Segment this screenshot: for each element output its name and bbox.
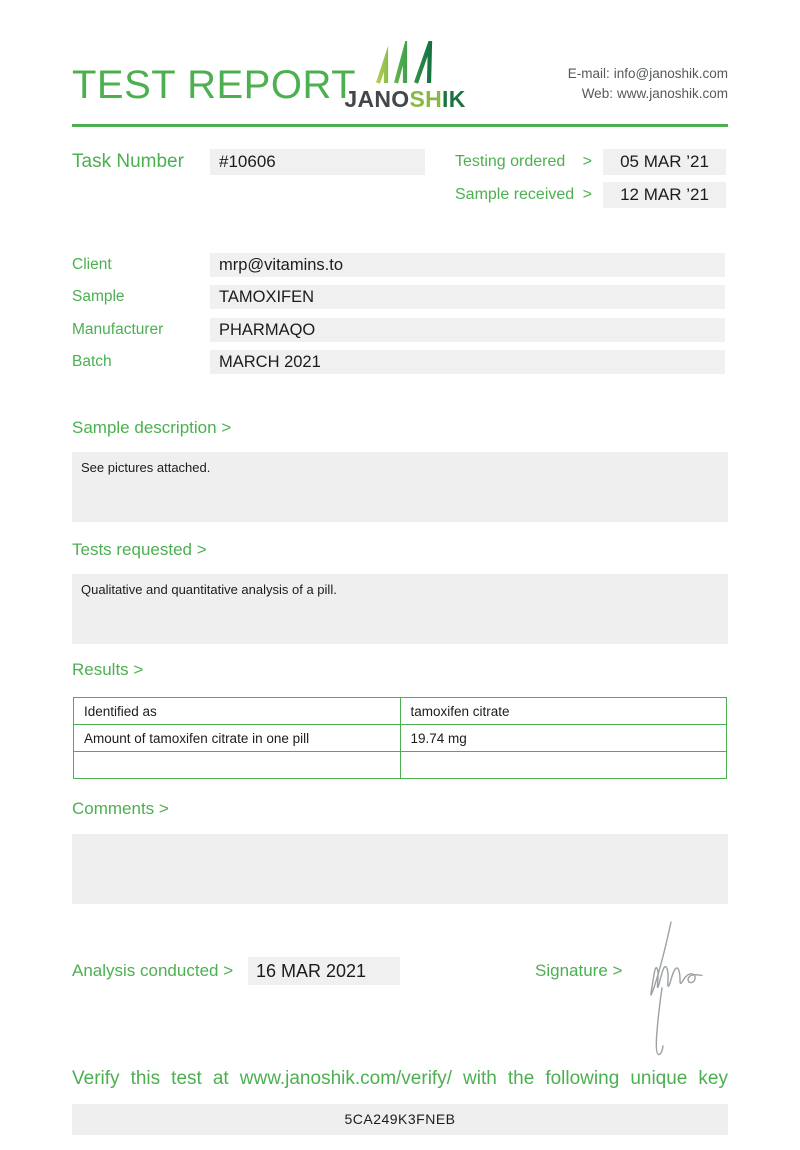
result-cell-amount-value: 19.74 mg <box>400 725 727 752</box>
logo-text-jano: JANO <box>344 86 410 112</box>
table-row <box>74 698 727 725</box>
header-divider <box>72 124 728 127</box>
logo-text-ik: IK <box>442 86 466 112</box>
client-label: Client <box>72 256 112 273</box>
manufacturer-value: PHARMAQO <box>210 318 725 342</box>
table-row <box>74 725 727 752</box>
contact-info <box>568 64 728 104</box>
logo-text-sh: SH <box>409 86 443 112</box>
testing-ordered-value: 05 MAR ’21 <box>603 149 726 175</box>
chart-growth-icon <box>375 41 435 85</box>
batch-label: Batch <box>72 353 112 370</box>
testing-ordered-label: Testing ordered > <box>455 149 592 175</box>
signature-image <box>638 910 728 1060</box>
result-cell-empty <box>74 752 401 779</box>
web-line <box>568 84 728 104</box>
page-title: TEST REPORT <box>72 63 357 107</box>
comments-heading: Comments > <box>72 799 169 818</box>
manufacturer-label: Manufacturer <box>72 321 164 338</box>
table-row <box>74 752 727 779</box>
email-label: E-mail: <box>567 66 610 81</box>
email-value: info@janoshik.com <box>613 66 728 81</box>
email-line <box>568 64 728 84</box>
sample-received-value: 12 MAR ’21 <box>603 182 726 208</box>
task-number-label: Task Number <box>72 151 184 172</box>
sample-description-heading: Sample description > <box>72 418 232 437</box>
tests-requested-box: Qualitative and quantitative analysis of a pill. <box>72 574 728 644</box>
unique-key-value: 5CA249K3FNEB <box>72 1104 728 1135</box>
task-number-value: #10606 <box>210 149 425 175</box>
results-heading: Results > <box>72 660 144 679</box>
sample-received-label: Sample received > <box>455 182 592 208</box>
comments-box <box>72 834 728 904</box>
result-cell-identified-label: Identified as <box>74 698 401 725</box>
result-cell-identified-value: tamoxifen citrate <box>400 698 727 725</box>
sample-label: Sample <box>72 288 125 305</box>
result-cell-empty <box>400 752 727 779</box>
janoshik-logo <box>340 41 470 113</box>
client-value: mrp@vitamins.to <box>210 253 725 277</box>
batch-value: MARCH 2021 <box>210 350 725 374</box>
verify-instruction: Verify this test at www.janoshik.com/verify/ with the following unique key <box>72 1068 728 1089</box>
analysis-conducted-label: Analysis conducted > <box>72 961 234 980</box>
signature-label: Signature > <box>535 961 623 980</box>
sample-value: TAMOXIFEN <box>210 285 725 309</box>
logo-wordmark <box>340 86 470 113</box>
analysis-date-value: 16 MAR 2021 <box>248 957 400 985</box>
web-label: Web: <box>581 86 613 101</box>
arrow-glyph: > <box>582 186 592 203</box>
tests-requested-heading: Tests requested > <box>72 540 207 559</box>
web-value: www.janoshik.com <box>616 86 728 101</box>
results-table <box>73 697 727 779</box>
sample-description-box: See pictures attached. <box>72 452 728 522</box>
arrow-glyph: > <box>582 153 592 170</box>
result-cell-amount-label: Amount of tamoxifen citrate in one pill <box>74 725 401 752</box>
